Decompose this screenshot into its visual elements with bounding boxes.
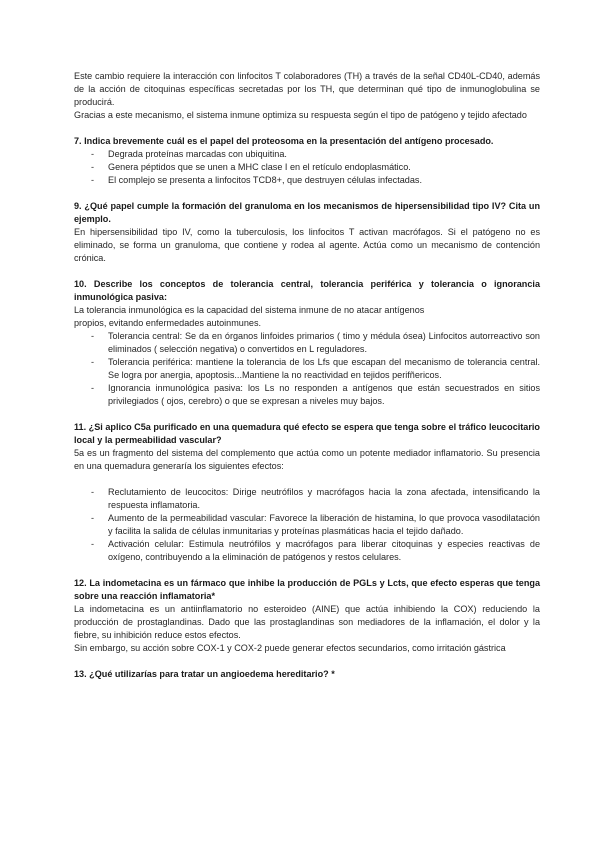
question-12-answer: La indometacina es un antiinflamatorio no esteroideo (AINE) que actúa inhibiendo la COX) reduciendo la producción de prostaglandinas. Dado que las prostaglandinas son mediadores de la inflamación, el dolor y la fiebre, su inhibición reduce estos efectos. <box>74 604 540 640</box>
question-13-heading: 13. ¿Qué utilizarías para tratar un angioedema hereditario? * <box>74 669 335 679</box>
question-7-heading: 7. Indica brevemente cuál es el papel del proteosoma en la presentación del antígeno procesado. <box>74 136 494 146</box>
question-7-list <box>74 148 540 187</box>
question-10-section <box>74 278 540 408</box>
list-item: - Tolerancia central: Se da en órganos linfoides primarios ( timo y médula ósea) Linfocitos autorreactivo son eliminados ( selección negativa) o convertidos en L reguladores. <box>74 330 540 356</box>
intro-paragraph: Este cambio requiere la interacción con linfocitos T colaboradores (TH) a través de la señal CD40L-CD40, además de la acción de citoquinas específicas secretadas por los TH, que determinan qué tipo de inmunoglobulina se producirá. <box>74 71 540 107</box>
list-item: - Activación celular: Estimula neutrófilos y macrófagos para liberar citoquinas y especies reactivas de oxígeno, contribuyendo a la eliminación de patógenos y restos celulares. <box>74 538 540 564</box>
question-12-answer: Sin embargo, su acción sobre COX-1 y COX-2 puede generar efectos secundarios, como irritación gástrica <box>74 643 506 653</box>
question-11-answer: 5a es un fragmento del sistema del complemento que actúa como un potente mediador inflamatorio. Su presencia en una quemadura generaría los siguientes efectos: <box>74 448 540 471</box>
question-10-list <box>74 330 540 408</box>
question-11-heading: 11. ¿Si aplico C5a purificado en una quemadura qué efecto se espera que tenga sobre el tráfico leucocitario local y la permeabilidad vascular? <box>74 422 540 445</box>
question-10-heading: 10. Describe los conceptos de tolerancia central, tolerancia periférica y tolerancia o ignorancia inmunológica pasiva: <box>74 279 540 302</box>
question-11-list <box>74 486 540 564</box>
question-9-answer: En hipersensibilidad tipo IV, como la tuberculosis, los linfocitos T activan macrófagos. Si el patógeno no es eliminado, se forma un granuloma, que contiene y rodea al agente. Actúa como un mecanismo de contención crónica. <box>74 227 540 263</box>
list-item: - Ignorancia inmunológica pasiva: los Ls no responden a antígenos que están secuestrados en sitios privilegiados ( ojos, cerebro) o que se expresan a niveles muy bajos. <box>74 382 540 408</box>
question-7-section <box>74 135 540 187</box>
question-11-section <box>74 421 540 564</box>
spacer <box>74 473 540 486</box>
question-12-section <box>74 577 540 655</box>
question-9-heading: 9. ¿Qué papel cumple la formación del granuloma en los mecanismos de hipersensibilidad tipo IV? Cita un ejemplo. <box>74 201 540 224</box>
list-item: - Aumento de la permeabilidad vascular: Favorece la liberación de histamina, lo que provoca vasodilatación y facilita la salida de células inmunitarias y proteínas plasmáticas hacia el tejido dañado. <box>74 512 540 538</box>
question-10-intro: propios, evitando enfermedades autoinmunes. <box>74 318 262 328</box>
intro-paragraph: Gracias a este mecanismo, el sistema inmune optimiza su respuesta según el tipo de patógeno y tejido afectado <box>74 110 527 120</box>
list-item: - El complejo se presenta a linfocitos TCD8+, que destruyen células infectadas. <box>74 174 540 187</box>
list-item: - Reclutamiento de leucocitos: Dirige neutrófilos y macrófagos hacia la zona afectada, intensificando la respuesta inflamatoria. <box>74 486 540 512</box>
question-12-heading: 12. La indometacina es un fármaco que inhibe la producción de PGLs y Lcts, que efecto esperas que tenga sobre una reacción inflamatoria* <box>74 578 540 601</box>
list-item: - Tolerancia periférica: mantiene la tolerancia de los Lfs que escapan del mecanismo de tolerancia central. Se logra por anergia, apoptosis...Mantiene la no reactividad en tejidos perifñericos. <box>74 356 540 382</box>
question-9-section <box>74 200 540 265</box>
list-item: - Genera péptidos que se unen a MHC clase I en el retículo endoplasmático. <box>74 161 540 174</box>
list-item: - Degrada proteínas marcadas con ubiquitina. <box>74 148 540 161</box>
question-10-intro: La tolerancia inmunológica es la capacidad del sistema inmune de no atacar antígenos <box>74 305 425 315</box>
intro-section <box>74 70 540 122</box>
question-13-section <box>74 668 540 681</box>
